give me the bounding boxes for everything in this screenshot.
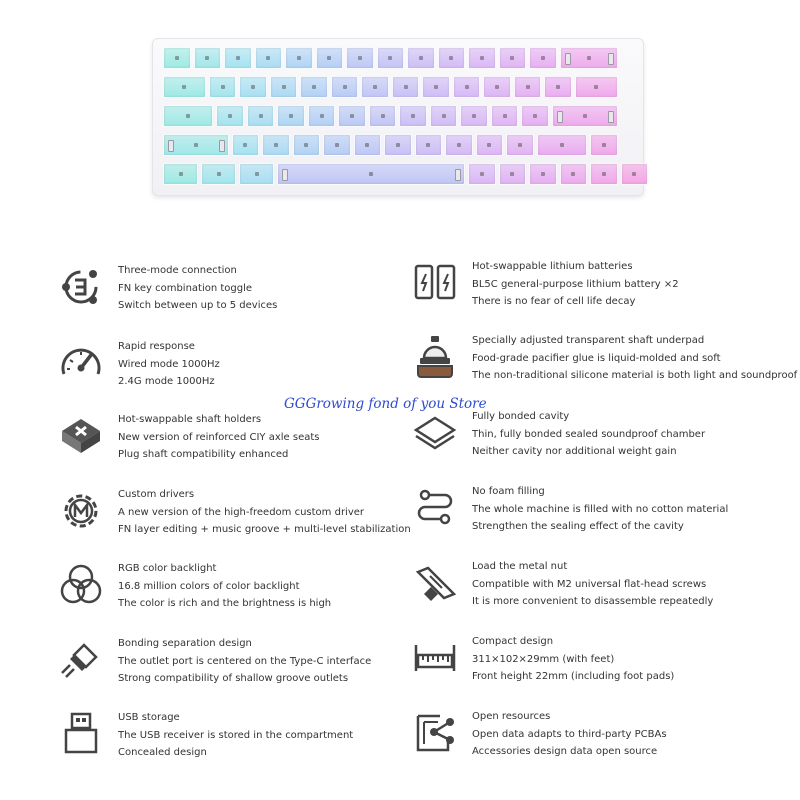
stabilizer — [455, 169, 461, 181]
feature-detail: Strengthen the sealing effect of the cavity — [472, 521, 684, 533]
keycap — [163, 76, 206, 98]
feature-detail: Plug shaft compatibility enhanced — [118, 449, 289, 461]
keycap — [270, 76, 298, 98]
keycap — [163, 134, 229, 156]
cable-plug-icon — [56, 635, 106, 685]
keycap — [407, 47, 435, 69]
feature-title: Custom drivers — [118, 489, 195, 500]
speedometer-icon — [56, 338, 106, 388]
feature-detail: Switch between up to 5 devices — [118, 300, 278, 312]
keycap — [499, 47, 527, 69]
keycap — [194, 47, 222, 69]
feature-detail: FN key combination toggle — [118, 282, 253, 294]
ruler-icon — [410, 633, 460, 683]
lithium-battery-icon — [410, 258, 460, 308]
feature-title: Rapid response — [118, 341, 195, 352]
keycap — [399, 105, 427, 127]
feature-detail: Accessories design data open source — [472, 746, 658, 758]
share-resources-icon — [410, 708, 460, 758]
keycap — [590, 134, 618, 156]
keycap — [224, 47, 252, 69]
keycap — [453, 76, 481, 98]
keycap — [201, 163, 236, 185]
bonded-cavity-icon — [410, 408, 460, 458]
feature-detail: Concealed design — [118, 747, 207, 759]
keycap — [445, 134, 473, 156]
keycap — [277, 163, 465, 185]
keycap — [529, 163, 557, 185]
keycap — [384, 134, 412, 156]
feature-title: USB storage — [118, 712, 180, 723]
feature-detail: Compatible with M2 universal flat-head screws — [472, 578, 707, 590]
keycap — [285, 47, 313, 69]
stabilizer — [565, 53, 571, 65]
keycap — [521, 105, 549, 127]
keycap — [323, 134, 351, 156]
keycap — [255, 47, 283, 69]
feature-detail: It is more convenient to disassemble repeatedly — [472, 596, 714, 608]
feature-detail: 16.8 million colors of color backlight — [118, 580, 300, 592]
feature-detail: The USB receiver is stored in the compartment — [118, 729, 354, 741]
feature-detail: BL5C general-purpose lithium battery ×2 — [472, 278, 679, 290]
stabilizer — [168, 140, 174, 152]
keycap — [392, 76, 420, 98]
feature-detail: Open data adapts to third-party PCBAs — [472, 728, 667, 740]
feature-detail: 311×102×29mm (with feet) — [472, 653, 615, 665]
keycap — [537, 134, 587, 156]
rgb-circles-icon — [56, 560, 106, 610]
keycap — [163, 47, 191, 69]
keycap — [560, 47, 618, 69]
feature-detail: Front height 22mm (including foot pads) — [472, 671, 675, 683]
keycap — [361, 76, 389, 98]
keycap — [422, 76, 450, 98]
keycap — [430, 105, 458, 127]
keycap — [468, 47, 496, 69]
shaft-underpad-icon — [410, 332, 460, 382]
keycap — [560, 163, 588, 185]
feature-title: Load the metal nut — [472, 561, 568, 572]
feature-detail: The whole machine is filled with no cotton material — [472, 503, 729, 515]
stabilizer — [608, 111, 614, 123]
keyboard-image — [152, 38, 644, 196]
feature-detail: Wired mode 1000Hz — [118, 358, 220, 370]
keycap — [308, 105, 336, 127]
keycap — [506, 134, 534, 156]
feature-title: No foam filling — [472, 486, 545, 497]
keycap — [499, 163, 527, 185]
feature-title: Specially adjusted transparent shaft underpad — [472, 335, 705, 346]
keycap — [300, 76, 328, 98]
keycap — [438, 47, 466, 69]
foam-filling-icon — [410, 483, 460, 533]
keycap — [346, 47, 374, 69]
feature-title: RGB color backlight — [118, 563, 217, 574]
feature-detail: The color is rich and the brightness is high — [118, 598, 332, 610]
keycap — [552, 105, 618, 127]
keycap — [262, 134, 290, 156]
keycap — [316, 47, 344, 69]
keycap — [369, 105, 397, 127]
keycap — [232, 134, 260, 156]
keycap — [590, 163, 618, 185]
keycap — [483, 76, 511, 98]
keycap — [415, 134, 443, 156]
keycap — [239, 163, 274, 185]
feature-detail: FN layer editing + music groove + multi-level stabilization — [118, 524, 411, 536]
feature-detail: Food-grade pacifier glue is liquid-molded and soft — [472, 352, 721, 364]
feature-title: Three-mode connection — [118, 265, 237, 276]
keycap — [277, 105, 305, 127]
keycap — [377, 47, 405, 69]
metal-nut-icon — [410, 558, 460, 608]
custom-driver-gear-icon — [56, 486, 106, 536]
feature-detail: New version of reinforced CIY axle seats — [118, 431, 320, 443]
feature-detail: The outlet port is centered on the Type-C interface — [118, 655, 372, 667]
feature-title: Hot-swappable lithium batteries — [472, 261, 633, 272]
keycap — [514, 76, 542, 98]
feature-title: Open resources — [472, 711, 551, 722]
feature-detail: There is no fear of cell life decay — [472, 296, 636, 308]
feature-title: Bonding separation design — [118, 638, 252, 649]
stabilizer — [557, 111, 563, 123]
usb-storage-icon — [56, 709, 106, 759]
keycap — [209, 76, 237, 98]
keycap — [460, 105, 488, 127]
feature-title: Hot-swappable shaft holders — [118, 414, 262, 425]
keycap — [468, 163, 496, 185]
feature-title: Compact design — [472, 636, 554, 647]
feature-title: Fully bonded cavity — [472, 411, 570, 422]
keycap — [354, 134, 382, 156]
feature-detail: 2.4G mode 1000Hz — [118, 376, 215, 388]
shaft-holder-icon — [56, 411, 106, 461]
keycap — [216, 105, 244, 127]
keycap — [621, 163, 649, 185]
stabilizer — [608, 53, 614, 65]
keycap — [575, 76, 618, 98]
feature-detail: Thin, fully bonded sealed soundproof chamber — [472, 428, 706, 440]
feature-detail: The non-traditional silicone material is both light and soundproof — [472, 370, 798, 382]
feature-detail: Strong compatibility of shallow groove outlets — [118, 673, 349, 685]
store-watermark: GGGrowing fond of you Store — [284, 396, 487, 412]
keycap — [529, 47, 557, 69]
feature-detail: A new version of the high-freedom custom driver — [118, 506, 365, 518]
stabilizer — [219, 140, 225, 152]
keycap — [476, 134, 504, 156]
keycap — [247, 105, 275, 127]
keycap — [239, 76, 267, 98]
keycap — [163, 163, 198, 185]
keycap — [491, 105, 519, 127]
keycap — [163, 105, 213, 127]
keycap — [338, 105, 366, 127]
keycap — [331, 76, 359, 98]
feature-detail: Neither cavity nor additional weight gain — [472, 446, 677, 458]
three-mode-icon — [56, 262, 106, 312]
keycap — [293, 134, 321, 156]
keycap — [544, 76, 572, 98]
stabilizer — [282, 169, 288, 181]
